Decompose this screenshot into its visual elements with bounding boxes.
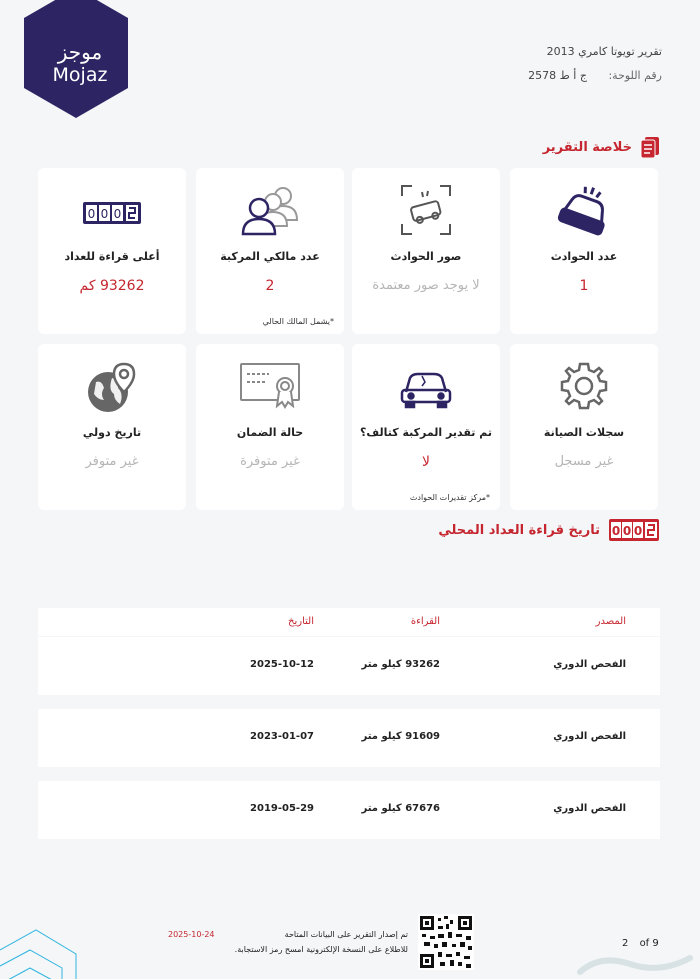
card-value: لا — [422, 454, 430, 470]
odometer-history-title-text: تاريخ قراءة العداد المحلي — [438, 522, 600, 538]
page-current: 2 — [622, 938, 629, 949]
odometer-icon — [82, 194, 142, 234]
card-note: *مركز تقديرات الحوادث — [409, 493, 490, 502]
card-label: عدد مالكي المركبة — [220, 250, 320, 263]
crashed-car-icon — [554, 184, 614, 240]
warranty-certificate-icon — [239, 360, 301, 410]
accident-photo-icon — [400, 184, 452, 236]
table-row — [38, 637, 660, 695]
row-reading: 67676 كيلو متر — [361, 803, 440, 814]
watermark-shape — [570, 948, 700, 979]
row-reading: 93262 كيلو متر — [361, 659, 440, 670]
footer-decoration — [0, 910, 120, 979]
card-value: 93262 كم — [79, 278, 145, 294]
column-source: المصدر — [595, 616, 626, 627]
row-date: 2019-05-29 — [250, 803, 314, 814]
card-owner-count — [196, 168, 344, 334]
card-label: حالة الضمان — [236, 426, 304, 439]
odometer-table-header — [38, 608, 660, 636]
globe-pin-icon — [84, 360, 140, 416]
summary-title-text: خلاصة التقرير — [542, 139, 632, 155]
odometer-red-icon — [608, 517, 660, 543]
row-source: الفحص الدوري — [553, 731, 626, 742]
svg-text:0: 0 — [100, 207, 109, 221]
card-value: غير متوفر — [85, 454, 139, 469]
mojaz-logo[interactable] — [38, 40, 122, 86]
footer-issued-date: 2025-10-24 — [168, 930, 215, 939]
card-label: سجلات الصيانة — [543, 426, 625, 439]
card-maintenance-records — [510, 344, 658, 510]
page-total: of 9 — [639, 938, 659, 949]
card-label: أعلى قراءة للعداد — [64, 250, 160, 263]
card-label: تم تقدير المركبة كتالف؟ — [360, 426, 492, 439]
gear-icon — [558, 360, 610, 412]
row-reading: 91609 كيلو متر — [361, 731, 440, 742]
row-source: الفحص الدوري — [553, 803, 626, 814]
card-max-odometer — [38, 168, 186, 334]
svg-text:0: 0 — [113, 207, 122, 221]
footer-note — [168, 930, 408, 954]
summary-section-title — [543, 136, 660, 158]
svg-text:0: 0 — [87, 207, 96, 221]
card-warranty-status — [196, 344, 344, 510]
card-value: غير متوفرة — [240, 454, 300, 469]
svg-text:0: 0 — [622, 524, 632, 538]
qr-code-icon[interactable] — [418, 914, 474, 970]
card-note: *يشمل المالك الحالي — [262, 317, 334, 326]
row-source: الفحص الدوري — [553, 659, 626, 670]
svg-text:0: 0 — [611, 524, 621, 538]
card-value: 1 — [579, 278, 589, 294]
row-date: 2025-10-12 — [250, 659, 314, 670]
card-accident-photos — [352, 168, 500, 334]
table-row — [38, 709, 660, 767]
plate-label: رقم اللوحة: — [608, 69, 662, 82]
column-reading: القراءة — [410, 616, 440, 627]
card-value: 2 — [265, 278, 275, 294]
card-value: غير مسجل — [554, 454, 614, 469]
logo-arabic-text: موجز — [57, 40, 103, 64]
footer-qr-text: للاطلاع على النسخة الإلكترونية امسح رمز الاستجابة. — [234, 945, 408, 954]
owners-icon — [239, 184, 301, 236]
report-title: تقرير تويوتا كامري 2013 — [546, 45, 662, 58]
svg-text:0: 0 — [633, 524, 643, 538]
card-international-history — [38, 344, 186, 510]
footer-issued-text: تم إصدار التقرير على البيانات المتاحة — [284, 930, 408, 939]
odometer-history-title — [438, 517, 660, 543]
card-label: تاريخ دولي — [82, 426, 142, 439]
card-total-loss — [352, 344, 500, 510]
table-row — [38, 781, 660, 839]
card-label: عدد الحوادث — [550, 250, 618, 263]
column-date: التاريخ — [288, 616, 314, 627]
report-header — [362, 40, 662, 88]
card-value: لا يوجد صور معتمدة — [372, 278, 480, 293]
plate-value: ج أ ط 2578 — [528, 69, 587, 82]
card-accident-count — [510, 168, 658, 334]
plate-row — [362, 64, 662, 88]
card-label: صور الحوادث — [390, 250, 462, 263]
report-document-icon — [640, 136, 660, 158]
damaged-car-icon — [398, 366, 454, 410]
row-date: 2023-01-07 — [250, 731, 314, 742]
logo-english-text: Mojaz — [52, 64, 108, 86]
